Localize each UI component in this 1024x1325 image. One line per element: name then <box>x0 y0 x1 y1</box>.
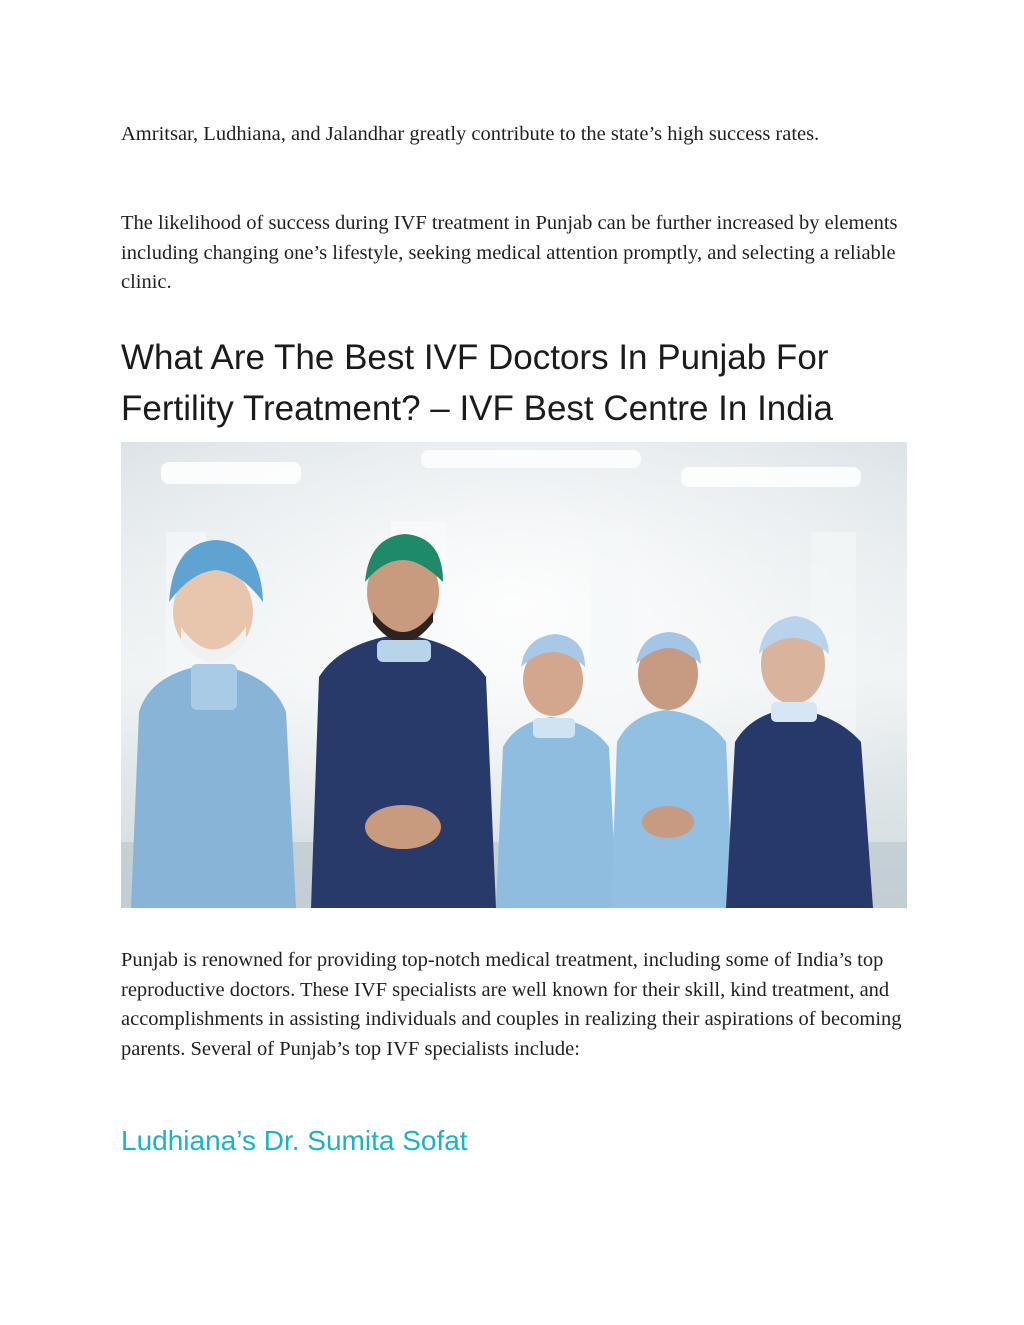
doctors-team-photo <box>121 442 907 908</box>
specialists-intro-paragraph: Punjab is renowned for providing top-notch medical treatment, including some of India’s top reproductive doctors. These IVF specialists are well known for their skill, kind treatment, and accomplishments in assisting individuals and couples in realizing their aspirations of becoming parents. Several of Punjab’s top IVF specialists include: <box>121 949 902 1060</box>
doctor-subheading: Ludhiana’s Dr. Sumita Sofat <box>121 1125 468 1156</box>
success-factors-paragraph: The likelihood of success during IVF treatment in Punjab can be further increased by elements including changing one’s lifestyle, seeking medical attention promptly, and selecting a reliable clinic. <box>121 212 898 293</box>
section-heading: What Are The Best IVF Doctors In Punjab For Fertility Treatment? – IVF Best Centre In India <box>121 338 833 428</box>
intro-paragraph: Amritsar, Ludhiana, and Jalandhar greatly contribute to the state’s high success rates. <box>121 123 820 145</box>
